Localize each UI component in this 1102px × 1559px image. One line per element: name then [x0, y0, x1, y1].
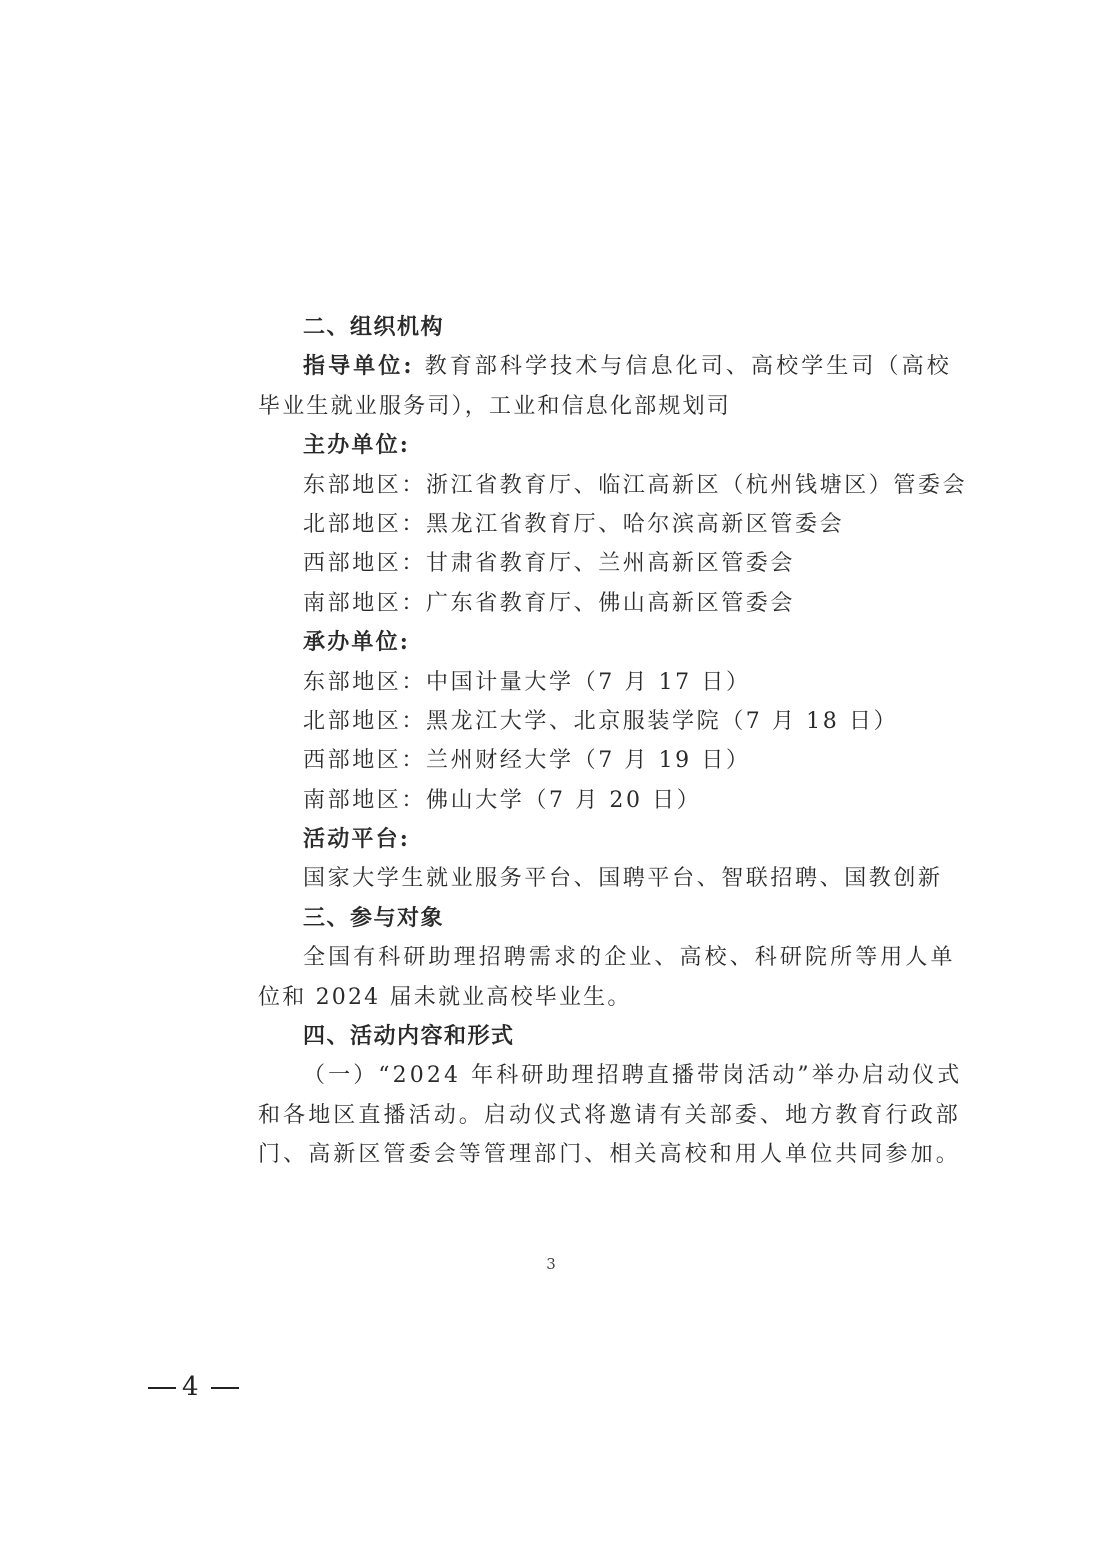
host-unit-north: 北部地区：黑龙江省教育厅、哈尔滨高新区管委会	[303, 511, 845, 537]
content-paragraph-line3: 门、高新区管委会等管理部门、相关高校和用人单位共同参加。	[258, 1142, 961, 1168]
organizer-unit-label: 承办单位:	[303, 629, 411, 656]
left-dash	[148, 1387, 176, 1389]
organizer-unit-south: 南部地区：佛山大学（7 月 20 日）	[303, 787, 702, 813]
platform-text: 国家大学生就业服务平台、国聘平台、智联招聘、国教创新	[303, 866, 943, 892]
document-body	[258, 308, 968, 1175]
organizer-unit-east: 东部地区：中国计量大学（7 月 17 日）	[303, 669, 751, 695]
section-heading-participants: 三、参与对象	[303, 905, 445, 931]
right-dash	[211, 1387, 239, 1389]
section-heading-content-format: 四、活动内容和形式	[303, 1024, 515, 1050]
host-unit-west: 西部地区：甘肃省教育厅、兰州高新区管委会	[303, 551, 796, 577]
participants-text-continued: 位和 2024 届未就业高校毕业生。	[258, 984, 632, 1010]
guide-unit-label: 指导单位:	[303, 353, 415, 380]
content-paragraph-line1: （一）“2024 年科研助理招聘直播带岗活动”举办启动仪式	[303, 1063, 963, 1089]
content-paragraph-line2: 和各地区直播活动。启动仪式将邀请有关部委、地方教育行政部	[258, 1102, 961, 1128]
guide-unit-text: 教育部科学技术与信息化司、高校学生司（高校	[424, 354, 952, 380]
platform-label: 活动平台:	[303, 826, 411, 853]
inner-page-number: 3	[546, 1255, 556, 1273]
outer-page-number-value: 4	[182, 1372, 205, 1402]
guide-unit-line	[258, 347, 952, 386]
organizer-unit-north: 北部地区：黑龙江大学、北京服装学院（7 月 18 日）	[303, 708, 899, 734]
host-unit-south: 南部地区：广东省教育厅、佛山高新区管委会	[303, 590, 796, 616]
host-unit-east: 东部地区：浙江省教育厅、临江高新区（杭州钱塘区）管委会	[303, 472, 968, 498]
host-unit-label: 主办单位:	[303, 432, 411, 459]
section-heading-organization: 二、组织机构	[303, 315, 445, 340]
participants-text: 全国有科研助理招聘需求的企业、高校、科研院所等用人单	[303, 945, 956, 971]
outer-page-number	[142, 1372, 245, 1402]
organizer-unit-west: 西部地区：兰州财经大学（7 月 19 日）	[303, 748, 751, 774]
guide-unit-text-continued: 毕业生就业服务司），工业和信息化部规划司	[258, 393, 732, 419]
